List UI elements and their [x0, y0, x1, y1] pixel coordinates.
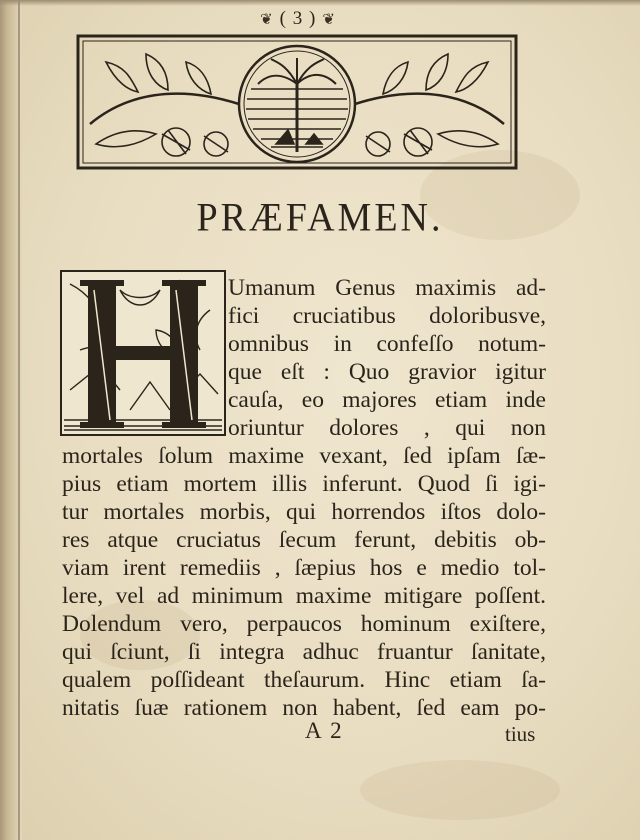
text-line: cauſa, eo majores etiam inde [228, 387, 546, 413]
page-title: PRÆFAMEN. [196, 195, 444, 240]
text-line: viam irent remediis , ſæpius hos e medio tol- [62, 555, 546, 581]
signature-mark: A 2 [305, 718, 344, 743]
text-line: qui ſciunt, ſi integra adhuc fruantur ſanitate, [62, 639, 546, 665]
fleuron-icon: ❦ [260, 11, 274, 28]
text-line: qualem poſſideant theſaurum. Hinc etiam ſa- [62, 667, 546, 693]
text-line: tur mortales morbis, qui horrendos iſtos dolo- [62, 499, 546, 525]
text-line: que eſt : Quo gravior igitur [228, 359, 546, 385]
text-line: pius etiam mortem illis inferunt. Quod ſi igi- [62, 471, 546, 497]
text-line: nitatis ſuæ rationem non habent, ſed eam po- [62, 695, 546, 721]
text-line: res atque cruciatus ſecum ferunt, debitis ob- [62, 527, 546, 553]
text-line: fici cruciatibus doloribusve, [228, 303, 546, 329]
catchword: tius [505, 722, 536, 746]
text-line: lere, vel ad minimum maxime mitigare poſſent. [62, 583, 546, 609]
text-line: omnibus in confeſſo notum- [228, 331, 546, 357]
text-line: Umanum Genus maximis ad- [228, 275, 546, 301]
page-number: ( 3 ) [279, 8, 317, 29]
fleuron-icon: ❦ [322, 11, 336, 28]
text-line: mortales ſolum maxime vexant, ſed ipſam ſæ- [62, 443, 546, 469]
text-line: Dolendum vero, perpaucos hominum exiſtere, [62, 611, 546, 637]
text-line: oriuntur dolores , qui non [228, 415, 546, 441]
